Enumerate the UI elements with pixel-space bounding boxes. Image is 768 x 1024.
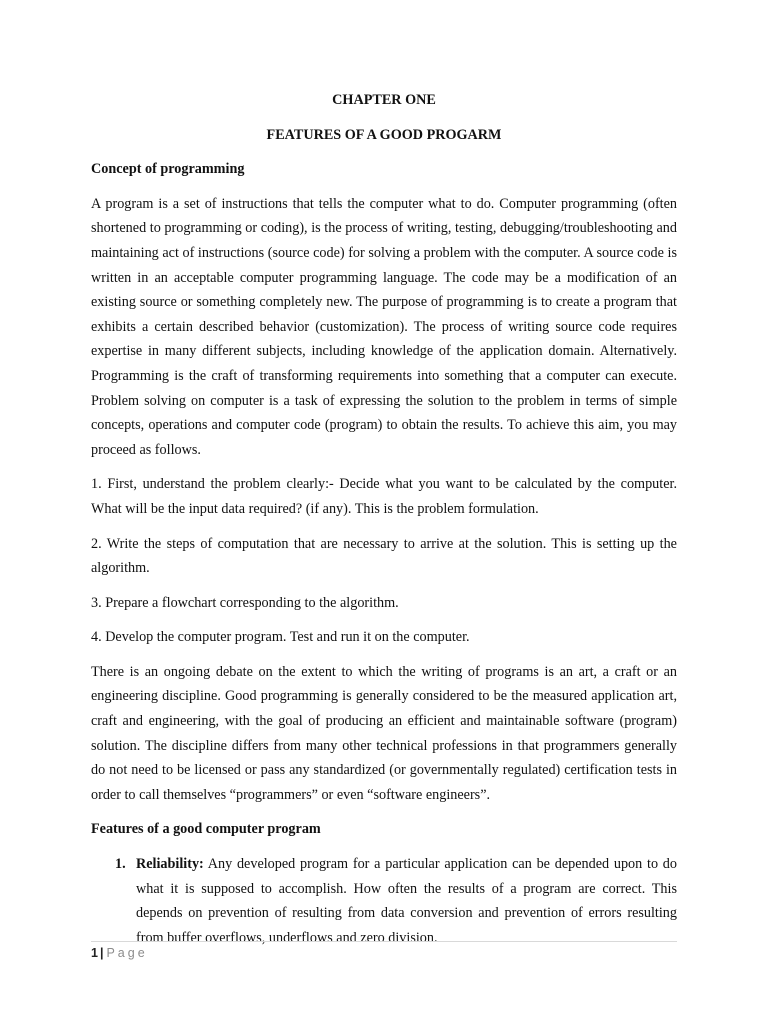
page-content — [91, 88, 677, 950]
paragraph-intro: A program is a set of instructions that tells the computer what to do. Computer programming (often shortened to programming or coding), is the process of writing, testing, debugging/troubleshooting and maintaining act of instructions (source code) for solving a problem with the computer. A source code is written in an acceptable computer programming language. The code may be a modification of an existing source or something completely new. The purpose of programming is to create a program that exhibits a certain described behavior (customization). The process of writing source code requires expertise in many different subjects, including knowledge of the application domain. Alternatively. Programming is the craft of transforming requirements into something that a computer can execute. Problem solving on computer is a task of expressing the solution to the problem in terms of simple concepts, operations and computer code (program) to obtain the results. To achieve this aim, you may proceed as follows. — [91, 195, 677, 458]
paragraph-step-1: 1. First, understand the problem clearly:- Decide what you want to be calculated by the computer. What will be the input data required? (if any). This is the problem formulation. — [91, 476, 677, 517]
chapter-label: CHAPTER ONE — [332, 92, 436, 108]
list-item-term: Reliability: — [136, 856, 204, 873]
list-item-number: 1. — [115, 856, 126, 873]
paragraph-step-2: 2. Write the steps of computation that are necessary to arrive at the solution. This is setting up the algorithm. — [91, 535, 677, 577]
section-heading-concept: Concept of programming — [91, 161, 245, 178]
page-footer — [91, 941, 677, 961]
page-label: Page — [106, 946, 148, 960]
section-heading-features: Features of a good computer program — [91, 821, 321, 838]
paragraph-step-3: 3. Prepare a flowchart corresponding to the algorithm. — [91, 594, 399, 611]
chapter-title: FEATURES OF A GOOD PROGARM — [266, 126, 502, 143]
list-item-text: Any developed program for a particular application can be depended upon to do what it is supposed to accomplish. How often the results of a program are correct. This depends on prevention of resulting from data conversion and prevention of errors resulting from buffer overflows, underflows and zero division. — [136, 856, 677, 946]
paragraph-step-4: 4. Develop the computer program. Test and run it on the computer. — [91, 629, 470, 646]
paragraph-debate: There is an ongoing debate on the extent to which the writing of programs is an art, a craft or an engineering discipline. Good programming is generally considered to be the measured application art, craft and engineering, with the goal of producing an efficient and maintainable software (program) solution. The discipline differs from many other technical professions in that programmers generally do not need to be licensed or pass any standardized (or governmentally regulated) certification tests in order to call themselves “programmers” or even “software engineers”. — [91, 663, 677, 803]
page-number: 1 — [91, 946, 98, 960]
list-item — [91, 852, 677, 950]
features-list — [91, 852, 677, 950]
footer-separator: | — [99, 946, 104, 960]
